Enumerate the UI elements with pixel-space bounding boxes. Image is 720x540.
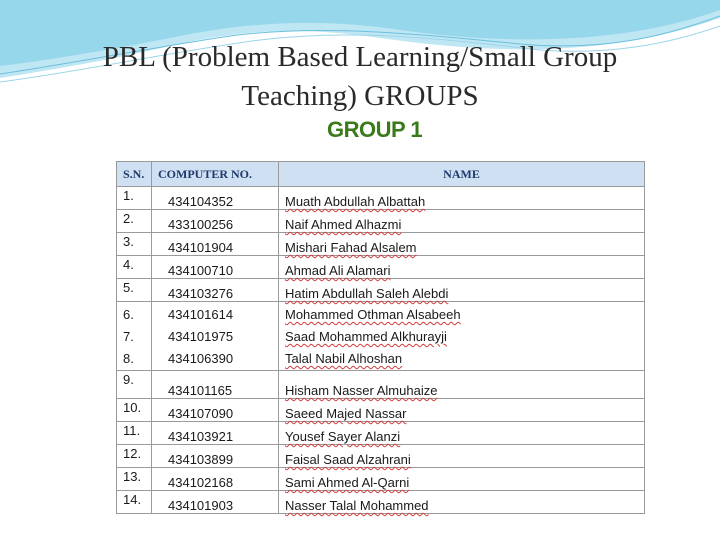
computer-number-cell: 434101165 [152,371,279,399]
student-name: Nasser Talal Mohammed [285,498,429,513]
computer-number-cell: 434101903 [152,491,279,514]
serial-number: 7. [123,329,134,344]
name-cell [279,302,645,371]
serial-number-cell: 2. [117,210,152,233]
name-cell [279,371,645,399]
slide-title [40,38,680,116]
name-cell [279,468,645,491]
computer-number-cell: 434103899 [152,445,279,468]
computer-number-cell: 434104352 [152,187,279,210]
serial-number: 6. [123,307,134,322]
name-cell [279,187,645,210]
student-name: Muath Abdullah Albattah [285,194,426,209]
student-name: Saeed Majed Nassar [285,406,407,421]
serial-number-cell: 9. [117,371,152,399]
slide-title-line-2: Teaching) GROUPS [241,80,479,112]
serial-number-cell: 12. [117,445,152,468]
table-row [117,468,645,491]
serial-number-cell: 10. [117,399,152,422]
table-row [117,187,645,210]
name-cell [279,491,645,514]
name-cell [279,422,645,445]
slide-title-line-1: PBL (Problem Based Learning/Small Group [102,41,618,73]
header-name: NAME [279,162,645,187]
name-cell [279,210,645,233]
student-name: Talal Nabil Alhoshan [285,351,403,366]
student-name: Saad Mohammed Alkhurayji [285,329,447,344]
table-row [117,371,645,399]
serial-number-cell: 13. [117,468,152,491]
table-row [117,256,645,279]
computer-number: 434101975 [168,329,234,344]
serial-number-cell: 11. [117,422,152,445]
computer-number-cell: 433100256 [152,210,279,233]
serial-number-cell: 4. [117,256,152,279]
serial-number-cell: 5. [117,279,152,302]
serial-number-cell: 14. [117,491,152,514]
student-name: Faisal Saad Alzahrani [285,452,411,467]
serial-number: 8. [123,351,134,366]
computer-number-cell: 434107090 [152,399,279,422]
name-cell [279,399,645,422]
computer-number-cell: 434103276 [152,279,279,302]
student-name: Ahmad Ali Alamari [285,263,391,278]
table-row [117,422,645,445]
table-row [117,445,645,468]
student-name: Sami Ahmed Al-Qarni [285,475,410,490]
computer-number: 434106390 [168,351,234,366]
table-row [117,279,645,302]
name-cell [279,233,645,256]
student-name: Yousef Sayer Alanzi [285,429,401,444]
student-name: Hisham Nasser Almuhaize [285,383,438,398]
table-row-merged [117,302,645,371]
computer-number-cell: 434101904 [152,233,279,256]
group-roster-table [116,161,645,514]
computer-number-cell [152,302,279,371]
student-name: Naif Ahmed Alhazmi [285,217,402,232]
serial-number-cell: 3. [117,233,152,256]
serial-number-cell [117,302,152,371]
table-row [117,233,645,256]
table-row [117,210,645,233]
group-heading: GROUP 1 [327,117,423,142]
computer-number: 434101614 [168,307,234,322]
table-row [117,491,645,514]
table-header-row [117,162,645,187]
name-cell [279,279,645,302]
serial-number-cell: 1. [117,187,152,210]
name-cell [279,256,645,279]
table-row [117,399,645,422]
student-name: Mishari Fahad Alsalem [285,240,417,255]
header-serial-number: S.N. [117,162,152,187]
header-computer-number: COMPUTER NO. [152,162,279,187]
student-name: Mohammed Othman Alsabeeh [285,307,461,322]
student-name: Hatim Abdullah Saleh Alebdi [285,286,449,301]
name-cell [279,445,645,468]
computer-number-cell: 434100710 [152,256,279,279]
computer-number-cell: 434102168 [152,468,279,491]
computer-number-cell: 434103921 [152,422,279,445]
